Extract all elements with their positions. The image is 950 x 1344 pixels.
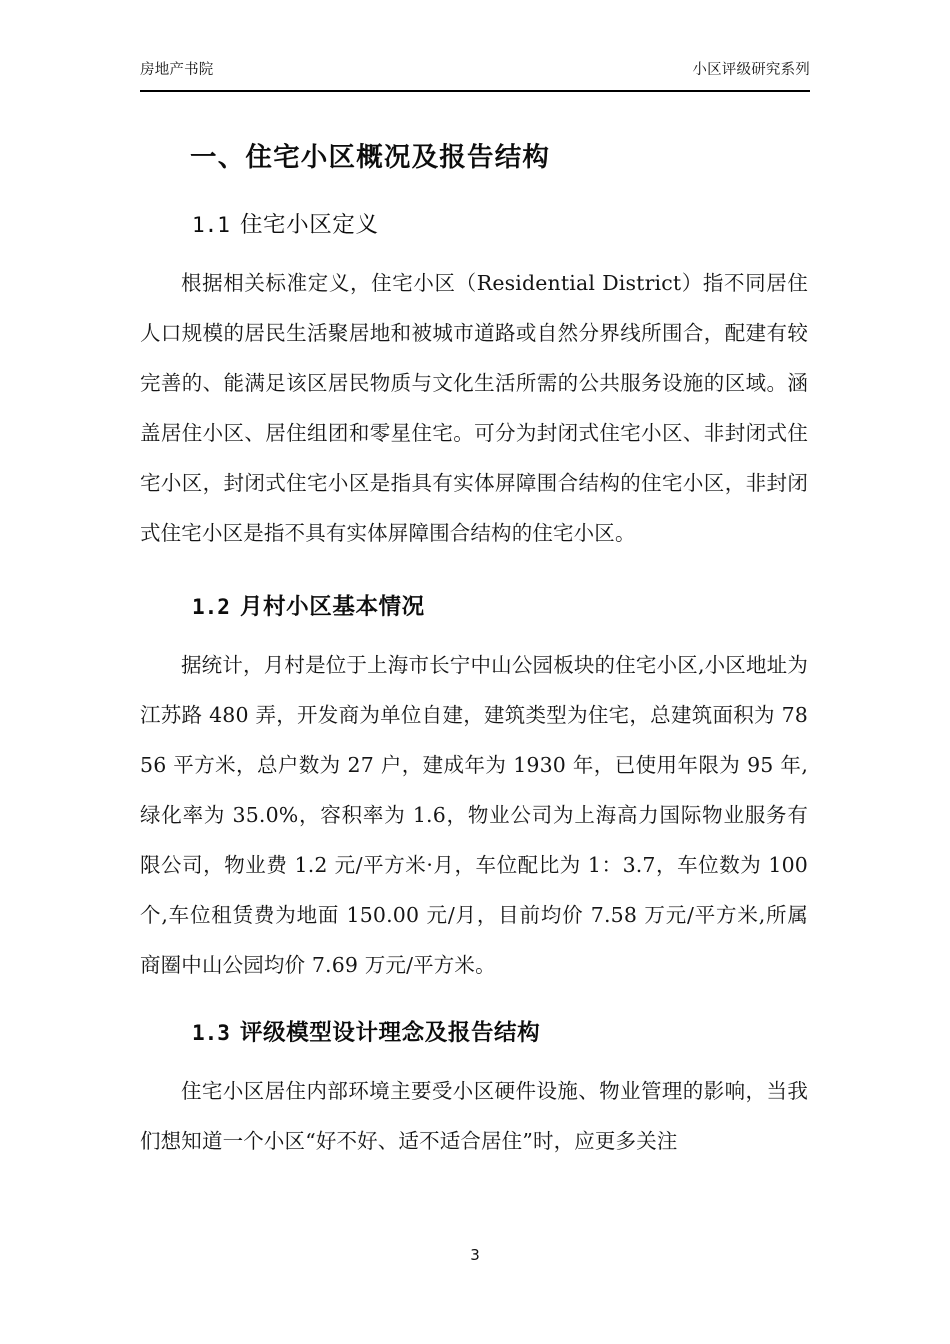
page-number: 3 xyxy=(470,1246,480,1264)
section-heading-1-3 xyxy=(140,1004,808,1062)
running-header xyxy=(140,62,810,79)
header-divider-rule xyxy=(140,90,810,92)
section-title-1-1: 住宅小区定义 xyxy=(239,212,379,238)
chapter-heading: 一、住宅小区概况及报告结构 xyxy=(190,142,551,173)
page-content xyxy=(140,128,808,1166)
paragraph-1-2: 据统计，月村是位于上海市长宁中山公园板块的住宅小区,小区地址为江苏路 480 弄，开发商为单位自建，建筑类型为住宅，总建筑面积为 7856 平方米，总户数为 27 户，建成年为 1930 年，已使用年限为 95 年,绿化率为 35.0%，容积率为 1.6，物业公司为上海高力国际物业服务有限公司，物业费 1.2 元/平方米·月，车位配比为 1：3.7，车位数为 100 个,车位租赁费为地面 150.00 元/月，目前均价 7.58 万元/平方米,所属商圈中山公园均价 7.69 万元/平方米。 xyxy=(140,653,808,977)
spacer xyxy=(140,990,808,1004)
section-title-1-3: 评级模型设计理念及报告结构 xyxy=(239,1020,541,1046)
spacer xyxy=(140,188,808,196)
paragraph-1-3: 住宅小区居住内部环境主要受小区硬件设施、物业管理的影响，当我们想知道一个小区“好不好、适不适合居住”时，应更多关注 xyxy=(140,1079,808,1153)
header-right-text: 小区评级研究系列 xyxy=(692,62,810,78)
section-number-1-2: 1.2 xyxy=(192,595,230,619)
paragraph-1-1: 根据相关标准定义，住宅小区（Residential District）指不同居住人口规模的居民生活聚居地和被城市道路或自然分界线所围合，配建有较完善的、能满足该区居民物质与文化生活所需的公共服务设施的区域。涵盖居住小区、居住组团和零星住宅。可分为封闭式住宅小区、非封闭式住宅小区，封闭式住宅小区是指具有实体屏障围合结构的住宅小区，非封闭式住宅小区是指不具有实体屏障围合结构的住宅小区。 xyxy=(140,271,808,545)
section-heading-1-1 xyxy=(140,196,808,254)
header-left-text: 房地产书院 xyxy=(140,62,214,78)
spacer xyxy=(140,558,808,578)
section-heading-1-2 xyxy=(140,578,808,636)
section-title-1-2: 月村小区基本情况 xyxy=(239,594,425,620)
section-number-1-3: 1.3 xyxy=(192,1021,230,1045)
section-number-1-1: 1.1 xyxy=(192,213,230,237)
